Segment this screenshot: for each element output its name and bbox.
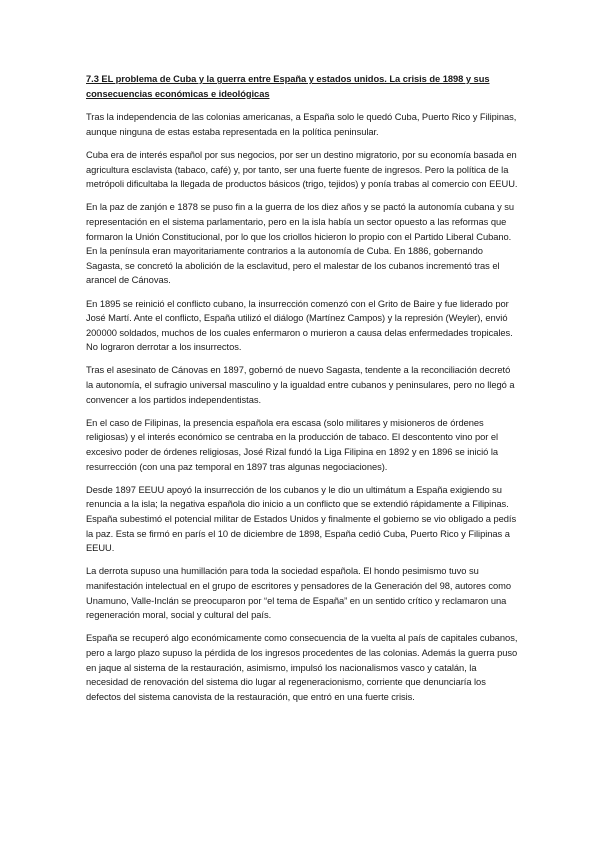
paragraph-7: Desde 1897 EEUU apoyó la insurrección de los cubanos y le dio un ultimátum a España exigiendo su renuncia a la isla; la negativa española dio inicio a un conflicto que se extendió rápidamente a Filipinas. España subestimó el potencial militar de Estados Unidos y finalmente el gobierno se vio obligado a pedís la paz. Esta se firmó en parís el 10 de diciembre de 1898, España cedió Cuba, Puerto Rico y Filipinas a EEUU. [86, 484, 517, 554]
paragraph-4: En 1895 se reinició el conflicto cubano, la insurrección comenzó con el Grito de Baire y fue liderado por José Martí. Ante el conflicto, España utilizó el diálogo (Martínez Campos) y la represión (Weyler), envió 200000 soldados, muchos de los cuales enfermaron o murieron a causa delas enfermedades tropicales. No lograron derrotar a los insurrectos. [86, 298, 513, 353]
paragraph-5: Tras el asesinato de Cánovas en 1897, gobernó de nuevo Sagasta, tendente a la reconciliación decretó la autonomía, el sufragio universal masculino y la igualdad entre cubanos y peninsulares, pero no llegó a convencer a los partidos independentistas. [86, 365, 515, 405]
paragraph-1: Tras la independencia de las colonias americanas, a España solo le quedó Cuba, Puerto Rico y Filipinas, aunque ninguna de estas estaba representada en la política peninsular. [86, 112, 517, 137]
document-title: 7.3 EL problema de Cuba y la guerra entre España y estados unidos. La crisis de 1898 y sus consecuencias económicas e ideológicas [86, 74, 490, 99]
paragraph-2: Cuba era de interés español por sus negocios, por ser un destino migratorio, por su economía basada en agricultura esclavista (tabaco, café) y, por tanto, ser una fuerte fuente de ingresos. Pero la política de la metrópoli dificultaba la llegada de productos básicos (trigo, tejidos) y ponía trabas al comercio con EEUU. [86, 149, 518, 190]
paragraph-6: En el caso de Filipinas, la presencia española era escasa (solo militares y misioneros de órdenes religiosas) y el interés económico se centraba en la producción de tabaco. El descontento vino por el excesivo poder de órdenes religiosas, José Rizal fundó la Liga Filipina en 1892 y en 1896 se inició la resurrección (con una paz temporal en 1897 tras algunas negociaciones). [86, 417, 499, 472]
paragraph-8: La derrota supuso una humillación para toda la sociedad española. El hondo pesimismo tuvo su manifestación intelectual en el grupo de escritores y pensadores de la Generación del 98, autores como Unamuno, Valle-Inclán se preocuparon por “el tema de España” en un sentido crítico y reclamaron una regeneración moral, social y cultural del país. [86, 566, 511, 621]
paragraph-3: En la paz de zanjón e 1878 se puso fin a la guerra de los diez años y se pactó la autonomía cubana y su representación en el sistema parlamentario, pero en la isla había un sector opuesto a las reformas que formaron la Unión Constitucional, por lo que los criollos hicieron lo propio con el Partido Liberal Cubano. En la península eran mayoritariamente contrarios a la autonomía de Cuba. En 1886, gobernando Sagasta, se concretó la abolición de la esclavitud, pero el malestar de los cubanos incrementó tras el arancel de Cánovas. [86, 202, 515, 286]
paragraph-9: España se recuperó algo económicamente como consecuencia de la vuelta al país de capitales cubanos, pero a largo plazo supuso la pérdida de los ingresos procedentes de las colonias. Además la guerra puso en jaque al sistema de la restauración, asimismo, impulsó los nacionalismos vasco y catalán, la necesidad de renovación del sistema dio lugar al regeneracionismo, corriente que denunciaría los defectos del sistema canovista de la restauración, que entró en una fuerte crisis. [86, 633, 518, 702]
document-page [86, 72, 518, 713]
